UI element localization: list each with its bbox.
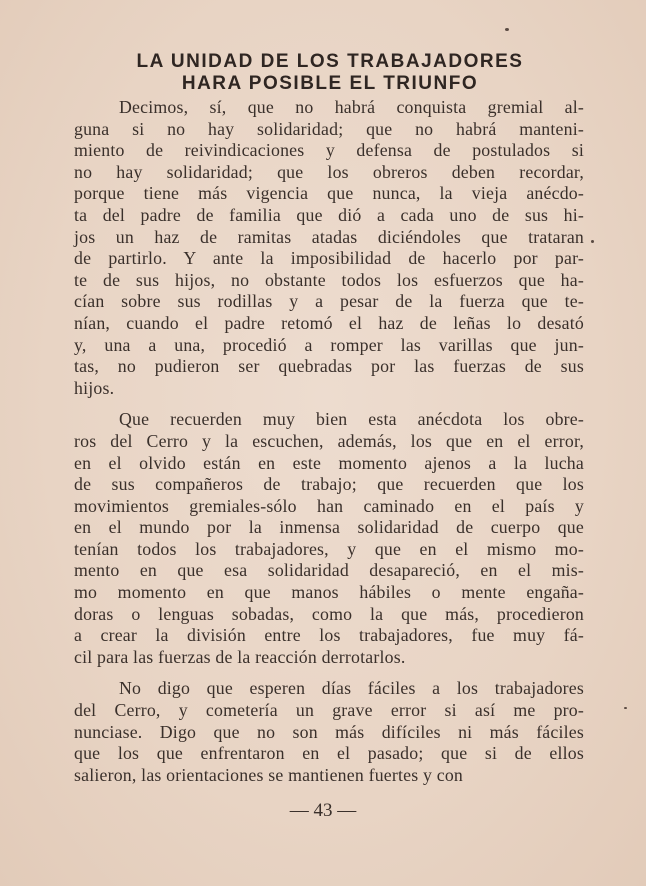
text-line: ros del Cerro y la escuchen, además, los que en el error,	[74, 430, 584, 451]
page-number: — 43 —	[289, 800, 357, 821]
paragraph-gap	[74, 399, 584, 409]
text-line: mo momento en que manos hábiles o mente engaña-	[74, 582, 584, 603]
text-line: Decimos, sí, que no habrá conquista gremial al-	[119, 97, 584, 117]
ink-speck	[624, 707, 627, 709]
paragraph	[74, 97, 584, 399]
text-line: Que recuerden muy bien esta anécdota los obre-	[119, 409, 584, 430]
paragraph-gap	[74, 668, 584, 678]
ink-speck	[505, 28, 509, 31]
text-line: porque tiene más vigencia que nunca, la vieja anécdo-	[74, 183, 584, 204]
text-line: en el olvido están en este momento ajenos a la lucha	[74, 452, 584, 473]
text-line: mento en que esa solidaridad desapareció, en el mis-	[74, 560, 584, 581]
text-line: nían, cuando el padre retomó el haz de leñas lo desató	[74, 312, 584, 333]
text-line: que los que enfrentaron en el pasado; que si de ellos	[74, 743, 584, 764]
paragraph	[74, 409, 584, 668]
text-line: hijos.	[74, 377, 115, 398]
text-line: guna si no hay solidaridad; que no habrá manteni-	[74, 118, 584, 139]
page-title-line-1: LA UNIDAD DE LOS TRABAJADORES	[136, 51, 524, 72]
text-line: de sus compañeros de trabajo; que recuerden que los	[74, 474, 584, 495]
text-line: doras o lenguas sobadas, como la que más, procedieron	[74, 603, 584, 624]
text-line: y, una a una, procedió a romper las varillas que jun-	[74, 334, 584, 355]
text-line: ta del padre de familia que dió a cada uno de sus hi-	[74, 204, 584, 225]
text-line: salieron, las orientaciones se mantienen fuertes y con	[74, 764, 464, 785]
text-line: a crear la división entre los trabajadores, fue muy fá-	[74, 625, 584, 646]
body-text	[74, 97, 584, 786]
page-title-line-2: HARA POSIBLE EL TRIUNFO	[181, 73, 479, 94]
text-line: movimientos gremiales-sólo han caminado en el país y	[74, 495, 584, 516]
text-line: de partirlo. Y ante la imposibilidad de hacerlo por par-	[74, 248, 584, 269]
text-line: cil para las fuerzas de la reacción derrotarlos.	[74, 646, 406, 667]
ink-speck	[591, 240, 594, 243]
text-line: te de sus hijos, no obstante todos los esfuerzos que ha-	[74, 269, 584, 290]
text-line: miento de reivindicaciones y defensa de postulados si	[74, 140, 584, 161]
text-line: No digo que esperen días fáciles a los trabajadores	[119, 678, 584, 699]
text-line: tenían todos los trabajadores, y que en el mismo mo-	[74, 538, 584, 559]
text-line: en el mundo por la inmensa solidaridad de cuerpo que	[74, 517, 584, 538]
text-line: jos un haz de ramitas atadas diciéndoles que trataran	[74, 226, 584, 247]
text-line: cían sobre sus rodillas y a pesar de la fuerza que te-	[74, 291, 584, 312]
paragraph	[74, 678, 584, 786]
text-line: tas, no pudieron ser quebradas por las fuerzas de sus	[74, 356, 584, 377]
text-line: no hay solidaridad; que los obreros deben recordar,	[74, 161, 584, 182]
text-line: del Cerro, y cometería un grave error si así me pro-	[74, 700, 584, 721]
text-line: nunciase. Digo que no son más difíciles ni más fáciles	[74, 721, 584, 742]
